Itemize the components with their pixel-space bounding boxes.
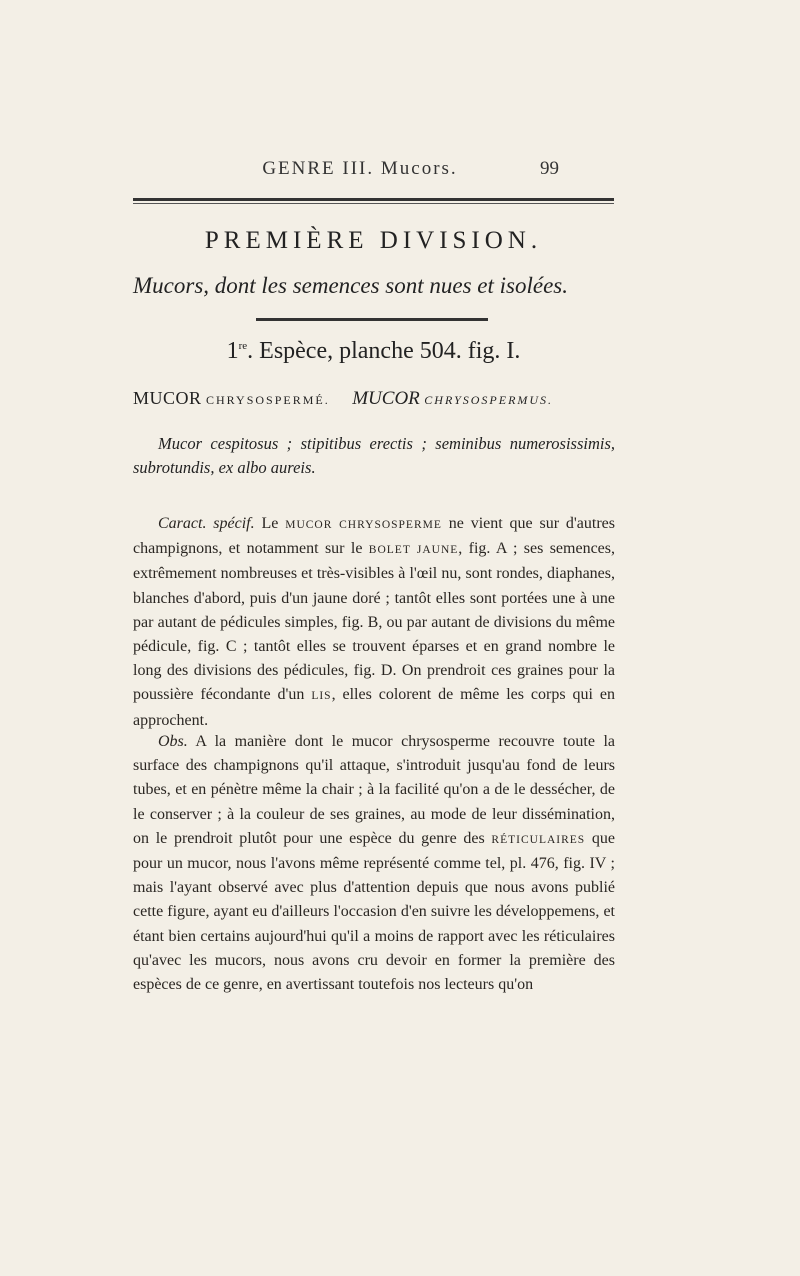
section-rule bbox=[256, 318, 488, 321]
division-title: PREMIÈRE DIVISION. bbox=[204, 227, 543, 254]
paragraph-text: que pour un mucor, nous l'avons même représenté comme tel, pl. 476, fig. IV ; mais l'ayant observé avec plus d'attention depuis que nous avons publié cette figure, ayant eu d'ailleurs l'occasion d'en suivre les développemens, et étant bien certains aujourd'hui qu'il a moins de rapport avec les réticulaires qu'avec les mucors, nous avons cru devoir en former la première des espèces de ce genre, en avertissant toutefois nos lecteurs qu'on bbox=[133, 829, 616, 994]
small-caps-term: MUCOR CHRYSOSPERME bbox=[285, 519, 442, 531]
paragraph-text: A la manière dont le mucor chrysosperme recouvre toute la surface des champignons qu'il attaque, s'introduit jusqu'au fond de leurs tubes, et en pénètre même la chair ; à la facilité qu'on a de le dessécher, de le conserver ; à la couleur de ses graines, au mode de leur dissémination, on le prendroit plutôt pour une espèce du genre des bbox=[133, 733, 615, 847]
species-ordinal: 1 bbox=[226, 338, 239, 364]
paragraph-text: , elles colorent de même les corps qui en approchent. bbox=[133, 686, 615, 729]
small-caps-term: RÉTICULAIRES bbox=[491, 833, 586, 846]
genus-line bbox=[133, 388, 614, 410]
latin-description: Mucor cespitosus ; stipitibus erectis ; seminibus numerosissimis, subrotundis, ex albo aureis. bbox=[133, 434, 615, 477]
header-rule bbox=[133, 198, 614, 201]
paragraph-characteristics bbox=[133, 512, 615, 733]
species-ordinal-suffix: re bbox=[238, 340, 248, 352]
latin-species: CHRYSOSPERMUS. bbox=[424, 393, 554, 407]
small-caps-term: BOLET JAUNE bbox=[368, 544, 459, 557]
division-subtitle: Mucors, dont les semences sont nues et isolées. bbox=[133, 273, 569, 298]
paragraph-text: ne vient que sur d'autres champignons, et notamment sur le bbox=[133, 515, 616, 558]
latin-genus: MUCOR bbox=[352, 388, 420, 409]
small-caps-term: LIS bbox=[311, 690, 332, 703]
species-heading-text: . Espèce, planche 504. fig. I. bbox=[247, 338, 521, 364]
paragraph-text: , fig. A ; ses semences, extrêmement nombreuses et très-visibles à l'œil nu, sont rondes, diaphanes, blanches d'abord, puis d'un jaune doré ; tantôt elles sont portées une à une par autant de pédicules simples, fig. B, ou par autant de divisions du même pédicule, fig. C ; tantôt elles se trouvent éparses et en grand nombre le long des divisions des pédicules, fig. D. On prendroit ces graines pour la poussière fécondante d'un bbox=[133, 540, 615, 704]
header-rule-thin bbox=[133, 203, 614, 204]
french-genus: MUCOR bbox=[133, 388, 202, 408]
paragraph-label: Caract. spécif. bbox=[158, 515, 255, 532]
running-head: GENRE III. Mucors. bbox=[262, 158, 458, 179]
species-heading bbox=[133, 338, 614, 365]
paragraph-label: Obs. bbox=[158, 733, 188, 750]
paragraph-observation bbox=[133, 730, 615, 997]
page-number: 99 bbox=[540, 158, 559, 179]
paragraph-text: Le bbox=[254, 515, 286, 532]
french-species: CHRYSOSPERMÉ. bbox=[206, 393, 330, 407]
